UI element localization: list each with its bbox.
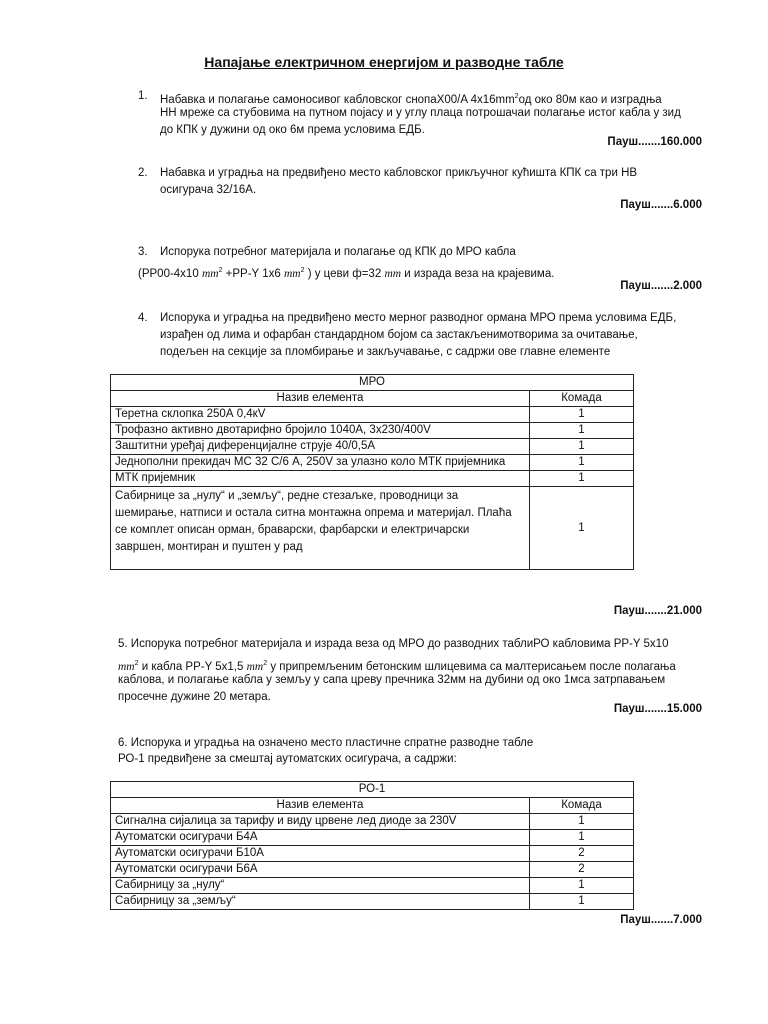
table-row: Аутоматски осигурачи Б4А 1 bbox=[111, 830, 634, 846]
item-6: 6. Испорука и уградња на означено место пластичне спратне разводне табле bbox=[118, 737, 534, 749]
unit-mm: mm bbox=[118, 660, 135, 673]
ro1-col-name: Назив елемента bbox=[111, 798, 530, 814]
item-2 bbox=[138, 165, 718, 196]
item-1-superscript: 2 bbox=[514, 93, 519, 100]
item-1-line3: до КПК у дужини од око 6м према условима ЕДБ. bbox=[160, 124, 425, 136]
item-6-line2: РО-1 предвиђене за смештај аутоматских осигурача, а садржи: bbox=[118, 753, 457, 765]
item-5-line2: $mm^2$ и кабла PP-Y 5x1,5 $mm^2$ у припремљеним бетонским шлицевима са малтерисањем после полагања bbox=[118, 660, 676, 673]
unit-mm: mm bbox=[283, 267, 301, 280]
item-5-number: 5. bbox=[118, 638, 128, 650]
item-3 bbox=[138, 244, 718, 261]
table-row: Сабирницу за „нулу“ 1 bbox=[111, 878, 634, 894]
item-4-line1: Испорука и уградња на предвиђено место мерног разводног ормана МРО према условима ЕДБ, bbox=[160, 312, 677, 324]
mro-table bbox=[110, 374, 634, 570]
item-1-number: 1. bbox=[138, 90, 148, 102]
table-row: Сабирнице за „нулу“ и „земљу“, редне стезаљке, проводници за шемирање, натписи и остала ситна монтажна опрема и материјал. Плаћа се комплет описан орман, браварски, фарбарски и електричарски завршен, монтиран и пуштен у рад 1 bbox=[111, 487, 634, 570]
mro-col-name: Назив елемента bbox=[111, 391, 530, 407]
item-1-line1-a: Набавка и полагање самоносивог кабловског снопа bbox=[160, 93, 437, 106]
item-4-number: 4. bbox=[138, 312, 148, 324]
ro1-col-qty: Комада bbox=[530, 798, 634, 814]
item-2-number: 2. bbox=[138, 167, 148, 179]
table-row: Сигнална сијалица за тарифу и виду црвене лед диоде за 230V 1 bbox=[111, 814, 634, 830]
item-4-line3: подељен на секције за пломбирање и закључавање, с садржи ове главне елементе bbox=[160, 346, 611, 358]
page-title: Напајање електричном енергијом и разводне табле bbox=[204, 54, 564, 70]
item-1-line1-c: од око 80м као и изградња bbox=[518, 93, 662, 106]
item-5-line3: каблова, и полагање кабла у земљу у сапа цреву пречника 32мм на дубини од око 1мса затрпавањем bbox=[118, 674, 666, 686]
table-row: Сабирницу за „земљу“ 1 bbox=[111, 894, 634, 910]
item-3-line2: (PP00-4x10 $mm^2 +PP-Y$ 1x6 $mm^2$ ) у цеви ф=32 mm и израда веза на крајевима. bbox=[138, 267, 555, 280]
mro-caption: МРО bbox=[111, 375, 634, 391]
ro1-caption: РО-1 bbox=[111, 782, 634, 798]
item-1-line2: НН мреже са стубовима на путном појасу и у углу плаца потрошачаи полагање истог кабла у зид bbox=[160, 107, 681, 119]
table-row: Трофазно активно двотарифно бројило 1040А, 3х230/400V 1 bbox=[111, 423, 634, 439]
item-4-price: Пауш.......21.000 bbox=[613, 605, 702, 617]
table-row: Једнополни прекидач МС 32 С/6 А, 250V за улазно коло МТК пријемника 1 bbox=[111, 455, 634, 471]
item-3-price: Пауш.......2.000 bbox=[620, 280, 702, 292]
table-row: Аутоматски осигурачи Б10А 2 bbox=[111, 846, 634, 862]
table-row: Аутоматски осигурачи Б6А 2 bbox=[111, 862, 634, 878]
mro-col-qty: Комада bbox=[530, 391, 634, 407]
item-5-price: Пауш.......15.000 bbox=[613, 703, 702, 715]
table-row: Заштитни уређај диференцијалне струје 40/0,5А 1 bbox=[111, 439, 634, 455]
unit-mm: mm bbox=[246, 660, 264, 673]
item-4 bbox=[138, 310, 718, 358]
item-1-price: Пауш.......160.000 bbox=[607, 136, 702, 148]
item-6-number: 6. bbox=[118, 737, 128, 749]
item-4-line2: израђен од лима и офарбан стандардном бојом са застакљенимотворима за очитавање, bbox=[160, 329, 638, 341]
item-3-number: 3. bbox=[138, 246, 148, 258]
item-1-line1-b: X00/A 4x16mm bbox=[436, 93, 515, 106]
item-5: 5. Испорука потребног материјала и израда веза од МРО до разводних таблиРО кабловима PP-Y 5x10 bbox=[118, 638, 669, 650]
unit-mm: mm bbox=[201, 267, 219, 280]
ro1-table bbox=[110, 781, 634, 910]
item-6-price: Пауш.......7.000 bbox=[620, 914, 702, 926]
item-2-price: Пауш.......6.000 bbox=[620, 199, 702, 211]
unit-mm: mm bbox=[384, 267, 402, 280]
item-2-line2: осигурача 32/16А. bbox=[160, 184, 257, 196]
table-row: Теретна склопка 250А 0,4кV 1 bbox=[111, 407, 634, 423]
item-1 bbox=[138, 88, 718, 136]
item-5-line4: просечне дужине 20 метара. bbox=[118, 691, 271, 703]
item-3-line1: Испорука потребног материјала и полагање од КПК до МРО кабла bbox=[160, 246, 516, 258]
item-2-line1: Набавка и уградња на предвиђено место кабловског прикључног кућишта КПК са три НВ bbox=[160, 167, 638, 179]
table-row: МТК пријемник 1 bbox=[111, 471, 634, 487]
